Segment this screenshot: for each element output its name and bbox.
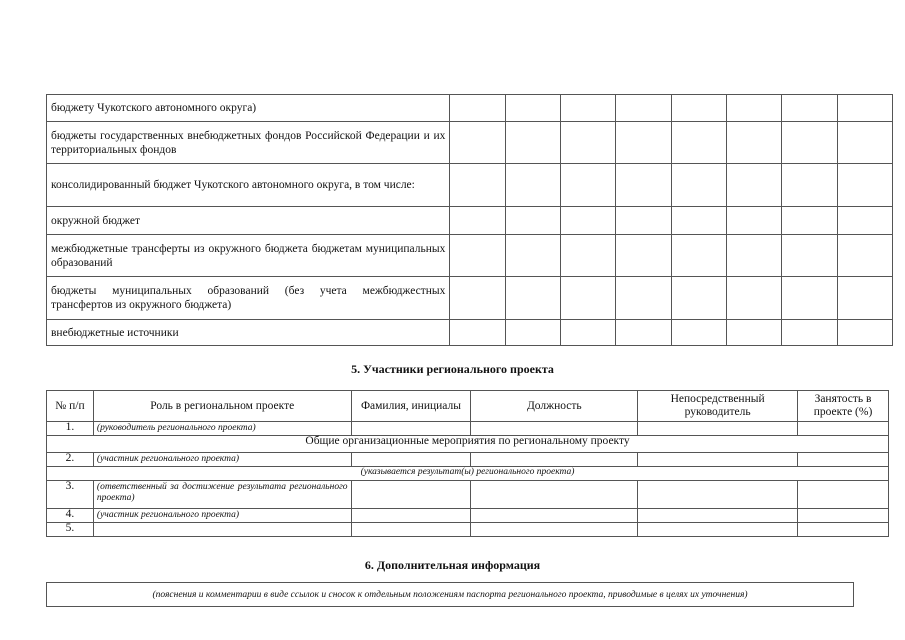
table-cell (782, 122, 837, 164)
table-cell (616, 164, 671, 207)
table-cell (561, 320, 616, 346)
table-cell (93, 523, 351, 537)
table-cell (505, 95, 560, 122)
table-cell (505, 207, 560, 235)
table-cell (726, 320, 781, 346)
table-cell (638, 422, 798, 436)
row-role: (ответственный за достижение результата регионального проекта) (93, 481, 351, 509)
row-number: 5. (47, 523, 94, 537)
row-role: (руководитель регионального проекта) (93, 422, 351, 436)
table-header-row (47, 391, 889, 422)
table-cell (782, 164, 837, 207)
table-cell (450, 122, 505, 164)
finance-row-label: консолидированный бюджет Чукотского автономного округа, в том числе: (47, 164, 450, 207)
finance-row-label: бюджеты муниципальных образований (без учета межбюджестных трансфертов из окружного бюджета) (47, 277, 450, 320)
table-cell (561, 235, 616, 277)
finance-row-label: окружной бюджет (47, 207, 450, 235)
table-row (47, 481, 889, 509)
table-cell (782, 320, 837, 346)
table-row (47, 95, 893, 122)
table-cell (671, 320, 726, 346)
additional-info-text: (пояснения и комментарии в виде ссылок и сносок к отдельным положениям паспорта регионального проекта, приводимые в целях их уточнения) (152, 589, 748, 600)
table-cell (351, 453, 471, 467)
table-cell (561, 95, 616, 122)
table-cell (616, 277, 671, 320)
table-cell (561, 164, 616, 207)
table-cell (798, 509, 889, 523)
table-cell (351, 481, 471, 509)
participants-table (46, 390, 889, 537)
table-row (47, 122, 893, 164)
table-cell (616, 320, 671, 346)
table-cell (726, 235, 781, 277)
table-row (47, 453, 889, 467)
table-cell (798, 422, 889, 436)
row-role: (участник регионального проекта) (93, 509, 351, 523)
general-activities-row: Общие организационные мероприятия по региональному проекту (47, 436, 889, 453)
table-cell (726, 277, 781, 320)
table-cell (471, 509, 638, 523)
header-name: Фамилия, инициалы (351, 391, 471, 422)
row-number: 1. (47, 422, 94, 436)
table-row (47, 235, 893, 277)
table-cell (471, 453, 638, 467)
table-row (47, 164, 893, 207)
table-cell (505, 277, 560, 320)
finance-row-label: межбюджетные трансферты из окружного бюджета бюджетам муниципальных образований (47, 235, 450, 277)
header-role: Роль в региональном проекте (93, 391, 351, 422)
table-cell (837, 207, 892, 235)
header-position: Должность (471, 391, 638, 422)
table-cell (798, 481, 889, 509)
table-cell (450, 164, 505, 207)
table-cell (671, 95, 726, 122)
table-cell (505, 122, 560, 164)
table-cell (671, 207, 726, 235)
table-cell (671, 122, 726, 164)
table-cell (561, 207, 616, 235)
table-cell (782, 207, 837, 235)
table-cell (798, 453, 889, 467)
table-cell (471, 422, 638, 436)
table-row (47, 523, 889, 537)
row-role: (участник регионального проекта) (93, 453, 351, 467)
table-cell (638, 481, 798, 509)
table-cell (450, 235, 505, 277)
table-cell (837, 320, 892, 346)
table-row (47, 509, 889, 523)
table-cell (616, 207, 671, 235)
table-cell (351, 422, 471, 436)
table-cell (837, 277, 892, 320)
row-number: 2. (47, 453, 94, 467)
table-cell (798, 523, 889, 537)
finance-row-label: бюджеты государственных внебюджетных фондов Российской Федерации и их территориальных фондов (47, 122, 450, 164)
table-cell (471, 481, 638, 509)
table-cell (505, 235, 560, 277)
table-cell (782, 95, 837, 122)
finance-row-label: внебюджетные источники (47, 320, 450, 346)
table-cell (837, 122, 892, 164)
table-cell (616, 235, 671, 277)
table-cell (450, 207, 505, 235)
table-cell (505, 164, 560, 207)
table-cell (561, 277, 616, 320)
finance-sources-table (46, 94, 893, 346)
table-row (47, 436, 889, 453)
result-row: (указывается результат(ы) регионального проекта) (47, 467, 889, 481)
table-cell (351, 509, 471, 523)
table-row (47, 277, 893, 320)
section-5-title: 5. Участники регионального проекта (351, 362, 554, 376)
header-num: № п/п (47, 391, 94, 422)
row-number: 3. (47, 481, 94, 509)
table-row (47, 467, 889, 481)
section-6-title: 6. Дополнительная информация (364, 558, 541, 572)
table-cell (726, 122, 781, 164)
table-cell (471, 523, 638, 537)
table-row (47, 422, 889, 436)
table-cell (638, 509, 798, 523)
table-cell (671, 164, 726, 207)
table-cell (450, 95, 505, 122)
table-cell (638, 523, 798, 537)
table-cell (782, 277, 837, 320)
table-cell (351, 523, 471, 537)
table-cell (726, 207, 781, 235)
table-cell (616, 95, 671, 122)
additional-info-box (46, 582, 854, 607)
table-cell (638, 453, 798, 467)
finance-row-label: бюджету Чукотского автономного округа) (47, 95, 450, 122)
table-cell (782, 235, 837, 277)
table-row (47, 320, 893, 346)
header-manager: Непосредственный руководитель (638, 391, 798, 422)
table-cell (726, 95, 781, 122)
table-cell (671, 277, 726, 320)
table-cell (450, 320, 505, 346)
table-row (47, 207, 893, 235)
header-employment: Занятость в проекте (%) (798, 391, 889, 422)
table-cell (671, 235, 726, 277)
table-cell (505, 320, 560, 346)
table-cell (837, 95, 892, 122)
row-number: 4. (47, 509, 94, 523)
table-cell (837, 164, 892, 207)
table-cell (837, 235, 892, 277)
table-cell (726, 164, 781, 207)
table-cell (561, 122, 616, 164)
table-cell (616, 122, 671, 164)
table-cell (450, 277, 505, 320)
